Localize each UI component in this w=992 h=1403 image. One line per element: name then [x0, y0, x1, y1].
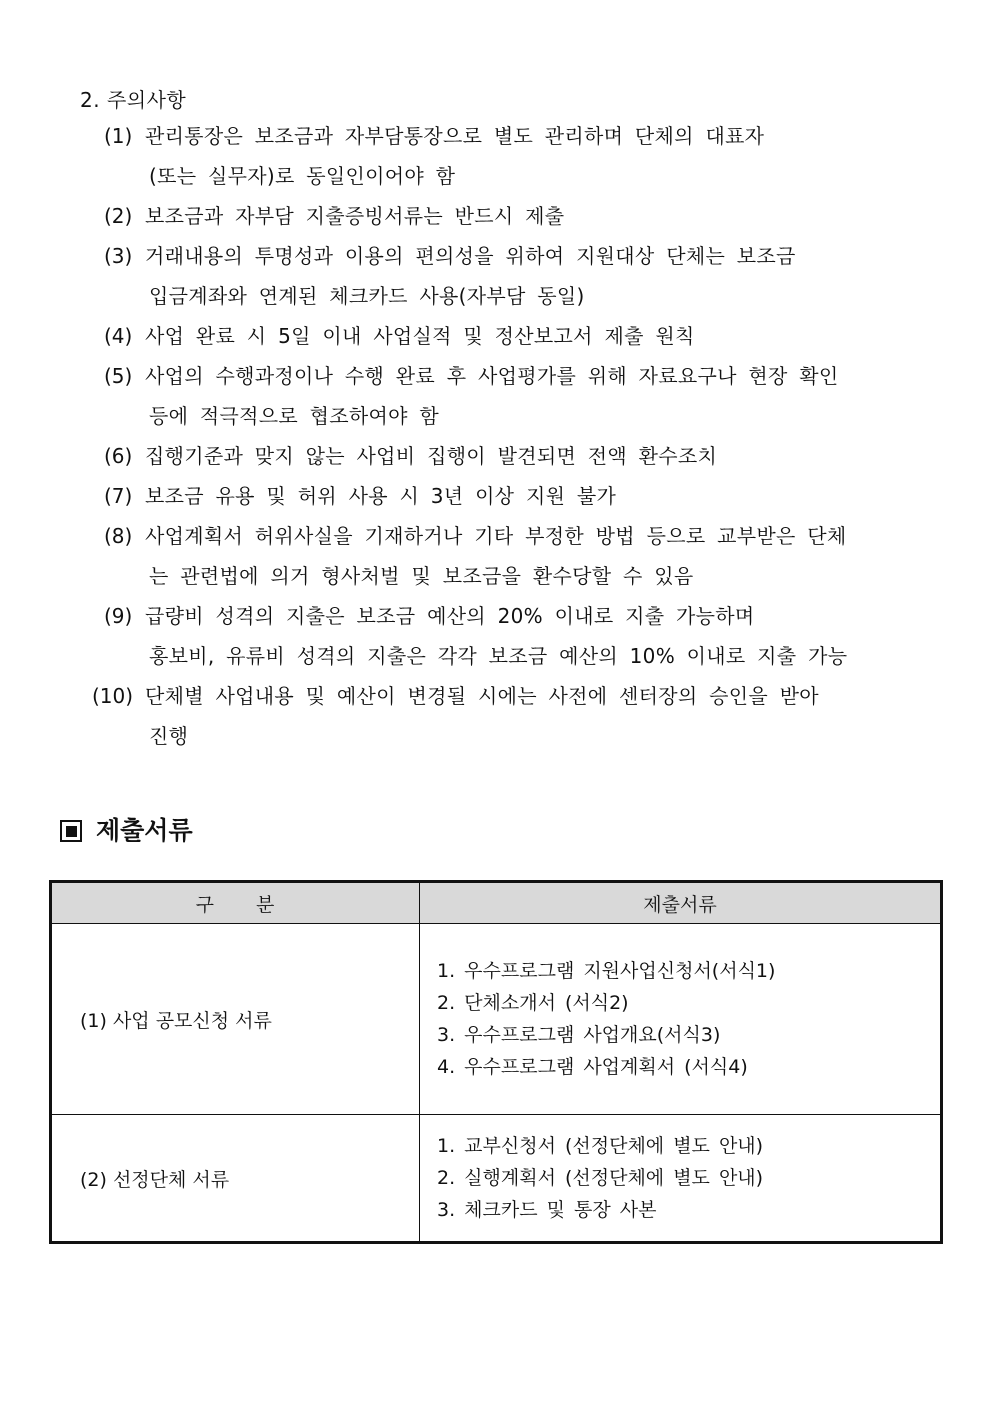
caution-line: 관리통장은 보조금과 자부담통장으로 별도 관리하며 단체의 대표자	[145, 124, 765, 148]
caution-line: 거래내용의 투명성과 이용의 편의성을 위하여 지원대상 단체는 보조금	[145, 244, 796, 268]
caution-line: 등에 적극적으로 협조하여야 함	[149, 404, 440, 428]
category-cell: (1) 사업 공모신청 서류	[51, 924, 420, 1115]
column-header-category: 구 분	[51, 882, 420, 924]
caution-item	[0, 362, 992, 430]
caution-item	[0, 242, 992, 310]
caution-item	[0, 322, 992, 350]
caution-line: 단체별 사업내용 및 예산이 변경될 시에는 사전에 센터장의 승인을 받아	[145, 684, 819, 708]
caution-item	[0, 682, 992, 750]
caution-number: (8)	[104, 524, 133, 548]
caution-line: 급량비 성격의 지출은 보조금 예산의 20% 이내로 지출 가능하며	[145, 604, 755, 628]
caution-item	[0, 442, 992, 470]
caution-number: (9)	[104, 604, 133, 628]
caution-item	[0, 602, 992, 670]
section-title: 2. 주의사항	[80, 88, 187, 112]
table-row	[51, 924, 942, 1115]
documents-cell	[420, 1115, 942, 1243]
caution-item	[0, 522, 992, 590]
caution-line: 사업 완료 시 5일 이내 사업실적 및 정산보고서 제출 원칙	[145, 324, 695, 348]
documents-cell	[420, 924, 942, 1115]
caution-line: 사업의 수행과정이나 수행 완료 후 사업평가를 위해 자료요구나 현장 확인	[145, 364, 839, 388]
caution-line: 진행	[149, 724, 189, 748]
caution-list	[0, 122, 992, 762]
caution-line: 는 관련법에 의거 형사처벌 및 보조금을 환수당할 수 있음	[149, 564, 694, 588]
caution-number: (5)	[104, 364, 133, 388]
caution-line: 홍보비, 유류비 성격의 지출은 각각 보조금 예산의 10% 이내로 지출 가능	[149, 644, 848, 668]
caution-number: (1)	[104, 124, 133, 148]
column-header-documents: 제출서류	[420, 882, 942, 924]
document-item: 4. 우수프로그램 사업계획서 (서식4)	[437, 1056, 748, 1078]
documents-heading-text: 제출서류	[96, 816, 193, 845]
caution-line: (또는 실무자)로 동일인이어야 함	[149, 164, 456, 188]
caution-item	[0, 202, 992, 230]
caution-number: (7)	[104, 484, 133, 508]
document-item: 1. 우수프로그램 지원사업신청서(서식1)	[437, 960, 776, 982]
caution-line: 입금계좌와 연계된 체크카드 사용(자부담 동일)	[149, 284, 585, 308]
caution-line: 사업계획서 허위사실을 기재하거나 기타 부정한 방법 등으로 교부받은 단체	[145, 524, 847, 548]
caution-line: 보조금과 자부담 지출증빙서류는 반드시 제출	[145, 204, 565, 228]
table-header-row	[51, 882, 942, 924]
documents-table	[49, 880, 943, 1244]
square-bullet-icon	[60, 820, 82, 842]
caution-number: (2)	[104, 204, 133, 228]
caution-number: (3)	[104, 244, 133, 268]
category-cell: (2) 선정단체 서류	[51, 1115, 420, 1243]
caution-number: (6)	[104, 444, 133, 468]
document-item: 2. 단체소개서 (서식2)	[437, 992, 629, 1014]
document-item: 2. 실행계획서 (선정단체에 별도 안내)	[437, 1167, 764, 1189]
caution-line: 집행기준과 맞지 않는 사업비 집행이 발견되면 전액 환수조치	[145, 444, 718, 468]
caution-item	[0, 122, 992, 190]
table-row	[51, 1115, 942, 1243]
caution-item	[0, 482, 992, 510]
caution-number: (4)	[104, 324, 133, 348]
document-item: 3. 우수프로그램 사업개요(서식3)	[437, 1024, 721, 1046]
documents-heading	[60, 814, 193, 848]
caution-line: 보조금 유용 및 허위 사용 시 3년 이상 지원 불가	[145, 484, 617, 508]
caution-number: (10)	[92, 684, 134, 708]
document-item: 3. 체크카드 및 통장 사본	[437, 1199, 657, 1221]
document-item: 1. 교부신청서 (선정단체에 별도 안내)	[437, 1135, 764, 1157]
